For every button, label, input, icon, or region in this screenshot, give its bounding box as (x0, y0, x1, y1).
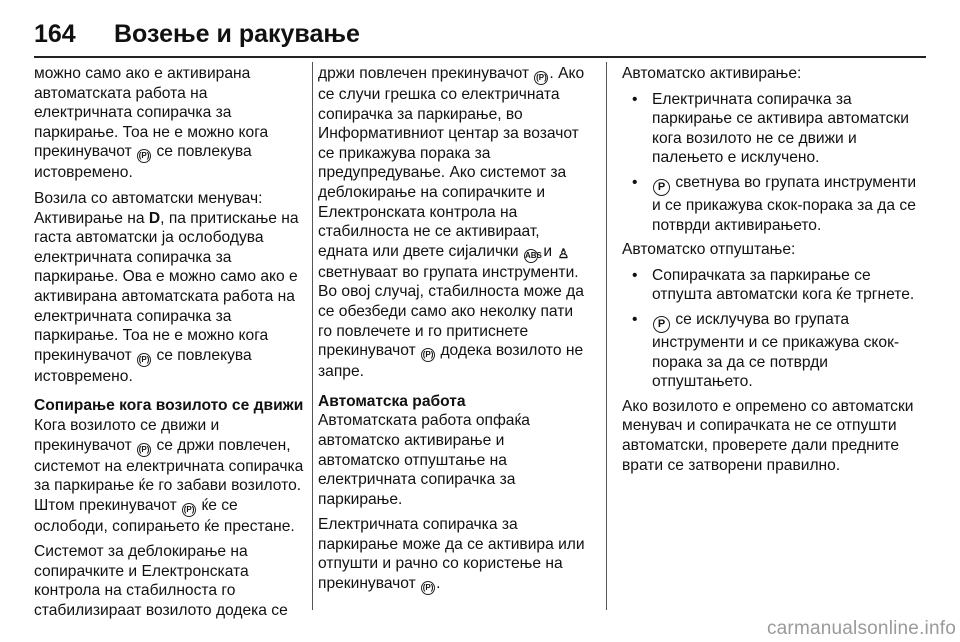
parking-brake-switch-icon: (P) (421, 348, 435, 362)
section-heading: Автоматска работа (318, 392, 466, 410)
parking-brake-switch-icon: (P) (421, 581, 435, 595)
gear-d-label: D (148, 209, 161, 227)
list-item: • P светнува во групата инструменти и се прикажува скок-порака за да се потврди активирањето. (632, 173, 917, 234)
bullet-icon: • (632, 310, 638, 328)
list-item: • Електричната сопирачка за паркирање се активира автоматски кога возилото не се движи и палењето е исклучено. (632, 90, 909, 167)
paragraph: Електричната сопирачка за паркирање може да се активира или отпушти и рачно со користење на прекинувачот (P) . (318, 515, 588, 595)
parking-brake-switch-icon: (P) (182, 503, 196, 517)
page-header (34, 20, 926, 58)
paragraph: држи повлечен прекинувачот (P) . Ако се случи грешка со електричната сопирачка за паркирање, во Информативниот центар за возачот се прикажува порака за предупредување. Ако системот за деблокирање на сопирачките и Електронската контрола на стабилноста не се активираат, едната или двете сијалички ABS и ♙ светнуваат во групата инструменти. Во овој случај, стабилноста може да се обезбеди само ако неколку пати го повлечете и го притиснете прекинувачот (P) додека возилото не запре. (318, 65, 585, 381)
list-item: • P се исклучува во групата инструменти и се прикажува скок-порака за да се потврди отпуштањето. (632, 310, 900, 391)
parking-brake-lamp-icon: P (653, 316, 670, 333)
section-heading: Сопирање кога возилото се движи (34, 397, 304, 415)
parking-brake-switch-icon: (P) (137, 353, 151, 367)
bullet-icon: • (632, 173, 638, 191)
watermark: carmanualsonline.info (766, 618, 956, 639)
paragraph: Ако возилото е опремено со автоматски менувач и сопирачката не се отпушти автоматски, проверете дали предните врати се затворени правилно. (622, 397, 914, 474)
bullet-list (622, 90, 922, 236)
abs-icon: ABS (524, 249, 538, 263)
bullet-icon: • (632, 90, 638, 108)
list-item: • Сопирачката за паркирање се отпушта автоматски кога ќе тргнете. (632, 266, 915, 304)
bullet-list (622, 266, 922, 392)
section-title: Возење и ракување (114, 20, 360, 48)
paragraph: Возила со автоматски менувач: Активирање на D, па притискање на гаста автоматски ја ослободува електричната сопирачка за паркирање. Ова е можно само ако е активирана автоматската работа на електричната сопирачка за паркирање. Тоа не е можно кога прекинувачот (P) се повлекува истовремено. (34, 189, 299, 385)
paragraph: Автоматската работа опфаќа автоматско активирање и автоматско отпуштање на електричната сопирачка за паркирање. (318, 412, 530, 508)
paragraph: Автоматско отпуштање: (622, 241, 796, 259)
parking-brake-switch-icon: (P) (534, 71, 548, 85)
parking-brake-lamp-icon: P (653, 179, 670, 196)
page-number: 164 (34, 20, 76, 48)
column-divider (606, 62, 607, 610)
parking-brake-switch-icon: (P) (137, 443, 151, 457)
column-divider (312, 62, 313, 610)
column-2 (318, 64, 588, 601)
paragraph: Автоматско активирање: (622, 65, 802, 82)
paragraph: Кога возилото се движи и прекинувачот (P) се држи повлечен, системот на електричната сопирачка за паркирање ќе го забави возилото. Штом прекинувачот (P) ќе се ослободи, сопирањето ќе престане. (34, 416, 304, 535)
header-rule (34, 56, 926, 58)
stability-control-icon: ♙ (557, 245, 570, 261)
parking-brake-switch-icon: (P) (137, 149, 151, 163)
paragraph: можно само ако е активирана автоматската работа на електричната сопирачка за паркирање. Тоа не е можно кога прекинувачот (P) се повлекува истовремено. (34, 65, 269, 182)
column-3 (622, 64, 922, 481)
paragraph: Системот за деблокирање на сопирачките и Електронската контрола на стабилноста го стабилизираат возилото додека се (34, 543, 288, 620)
bullet-icon: • (632, 266, 638, 284)
column-1 (34, 64, 304, 627)
